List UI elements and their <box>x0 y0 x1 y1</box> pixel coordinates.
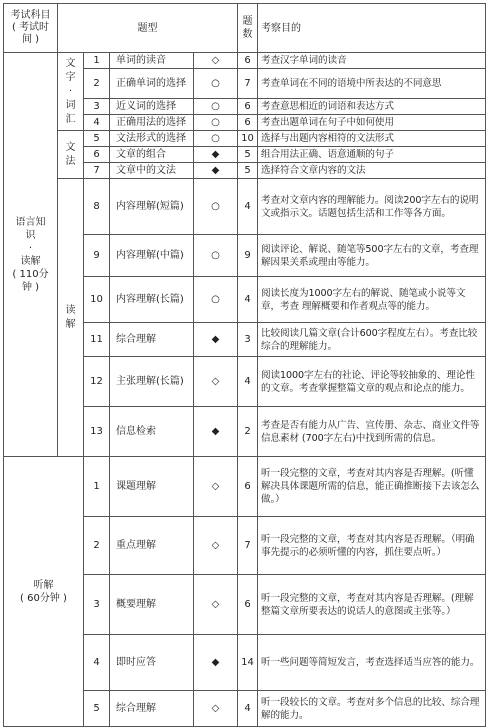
row-count: 2 <box>238 407 258 457</box>
subsection-vocab-text: 文 字 · 词 汇 <box>65 57 76 125</box>
row-type: 综合理解 <box>110 323 194 357</box>
header-count <box>238 4 258 53</box>
row-count: 4 <box>238 691 258 727</box>
row-count: 6 <box>238 457 258 517</box>
row-count: 7 <box>238 517 258 575</box>
subsection-reading-label <box>58 179 84 457</box>
row-purpose: 阅读长度为1000字左右的解说、随笔或小说等文章，考查 理解概要和作者观点等的能力。 <box>258 277 486 323</box>
row-purpose: 听一段完整的文章，考查对其内容是否理解。(理解整篇文章所要表达的说话人的意图或主张等。） <box>258 575 486 635</box>
row-mark-icon: ○ <box>194 131 238 147</box>
row-purpose: 考查出题单词在句子中如何使用 <box>258 115 486 131</box>
row-mark-icon: ○ <box>194 99 238 115</box>
header-row <box>4 4 486 53</box>
row-count: 10 <box>238 131 258 147</box>
row-number: 13 <box>84 407 110 457</box>
row-number: 1 <box>84 53 110 69</box>
header-count-text: 题 数 <box>242 16 253 40</box>
row-count: 9 <box>238 235 258 277</box>
row-type: 文法形式的选择 <box>110 131 194 147</box>
header-subject-text: 考试科目 ( 考试时 间 ) <box>10 10 51 45</box>
row-type: 即时应答 <box>110 635 194 691</box>
row-number: 6 <box>84 147 110 163</box>
row-type: 概要理解 <box>110 575 194 635</box>
row-purpose: 阅读评论、解说、随笔等500字左右的文章，考查理解因果关系或理由等能力。 <box>258 235 486 277</box>
row-mark-icon: ◇ <box>194 517 238 575</box>
row-mark-icon: ◆ <box>194 407 238 457</box>
table-row <box>4 179 486 235</box>
row-mark-icon: ◇ <box>194 575 238 635</box>
row-type: 内容理解(中篇) <box>110 235 194 277</box>
table-row <box>4 53 486 69</box>
row-number: 4 <box>84 635 110 691</box>
row-mark-icon: ◆ <box>194 147 238 163</box>
row-purpose: 听一些问题等简短发言，考查选择适当应答的能力。 <box>258 635 486 691</box>
row-number: 12 <box>84 357 110 407</box>
row-purpose: 考查对文章内容的理解能力。阅读200字左右的说明文或指示文。话题包括生活和工作等各方面。 <box>258 179 486 235</box>
row-count: 14 <box>238 635 258 691</box>
row-mark-icon: ○ <box>194 179 238 235</box>
row-count: 5 <box>238 147 258 163</box>
row-count: 6 <box>238 53 258 69</box>
row-number: 9 <box>84 235 110 277</box>
row-purpose: 听一段完整的文章，考查对其内容是否理解。（明确事先提示的必须听懂的内容，抓住要点听。） <box>258 517 486 575</box>
exam-structure-table <box>3 3 486 727</box>
row-mark-icon: ◇ <box>194 357 238 407</box>
row-purpose: 选择符合文章内容的文法 <box>258 163 486 179</box>
header-purpose: 考察目的 <box>258 4 486 53</box>
row-purpose: 考查单词在不同的语境中所表达的不同意思 <box>258 69 486 99</box>
row-purpose: 比较阅读几篇文章(合计600字程度左右）。考查比较综合的理解能力。 <box>258 323 486 357</box>
table-row <box>4 457 486 517</box>
row-count: 6 <box>238 99 258 115</box>
row-purpose: 听一段完整的文章，考查对其内容是否理解。(听懂解决具体课题所需的信息，能正确推断接下去该怎么做。） <box>258 457 486 517</box>
row-number: 1 <box>84 457 110 517</box>
row-number: 2 <box>84 69 110 99</box>
row-count: 7 <box>238 69 258 99</box>
row-type: 文章中的文法 <box>110 163 194 179</box>
subsection-vocab-label <box>58 53 84 131</box>
row-type: 综合理解 <box>110 691 194 727</box>
row-number: 8 <box>84 179 110 235</box>
section-listening-label <box>4 457 84 727</box>
row-mark-icon: ◆ <box>194 635 238 691</box>
row-count: 3 <box>238 323 258 357</box>
row-number: 11 <box>84 323 110 357</box>
row-number: 3 <box>84 99 110 115</box>
row-count: 4 <box>238 357 258 407</box>
section-reading-text: 语言知 识 · 读解 ( 110分 钟 ) <box>12 216 49 293</box>
row-count: 6 <box>238 575 258 635</box>
subsection-grammar-text: 文 法 <box>65 141 76 167</box>
row-purpose: 组合用法正确、语意通顺的句子 <box>258 147 486 163</box>
row-type: 信息检索 <box>110 407 194 457</box>
row-mark-icon: ○ <box>194 235 238 277</box>
row-type: 主张理解(长篇) <box>110 357 194 407</box>
header-type: 题型 <box>58 4 238 53</box>
row-number: 5 <box>84 691 110 727</box>
header-subject <box>4 4 58 53</box>
row-type: 近义词的选择 <box>110 99 194 115</box>
section-listening-text: 听解 ( 60分钟 ) <box>20 579 67 604</box>
subsection-grammar-label <box>58 131 84 179</box>
table-row <box>4 131 486 147</box>
row-purpose: 考查意思相近的词语和表达方式 <box>258 99 486 115</box>
row-count: 6 <box>238 115 258 131</box>
row-purpose: 考查是否有能力从广告、宣传册、杂志、商业文件等信息素材 (700字左右)中找到所需的信息。 <box>258 407 486 457</box>
row-mark-icon: ◇ <box>194 691 238 727</box>
section-reading-label <box>4 53 58 457</box>
row-type: 文章的组合 <box>110 147 194 163</box>
row-purpose: 听一段较长的文章。考查对多个信息的比较、综合理解的能力。 <box>258 691 486 727</box>
subsection-reading-text: 读 解 <box>65 304 76 330</box>
row-number: 5 <box>84 131 110 147</box>
row-mark-icon: ◆ <box>194 163 238 179</box>
row-mark-icon: ○ <box>194 69 238 99</box>
row-mark-icon: ◇ <box>194 457 238 517</box>
row-number: 10 <box>84 277 110 323</box>
row-type: 内容理解(长篇) <box>110 277 194 323</box>
row-number: 4 <box>84 115 110 131</box>
row-purpose: 选择与出题内容相符的文法形式 <box>258 131 486 147</box>
row-purpose: 阅读1000字左右的社论、评论等较抽象的、理论性的文章。考查掌握整篇文章的观点和论点的能力。 <box>258 357 486 407</box>
row-number: 7 <box>84 163 110 179</box>
row-count: 4 <box>238 277 258 323</box>
row-type: 重点理解 <box>110 517 194 575</box>
row-type: 内容理解(短篇) <box>110 179 194 235</box>
row-mark-icon: ○ <box>194 115 238 131</box>
row-purpose: 考查汉字单词的读音 <box>258 53 486 69</box>
row-number: 2 <box>84 517 110 575</box>
row-number: 3 <box>84 575 110 635</box>
row-count: 5 <box>238 163 258 179</box>
row-mark-icon: ◇ <box>194 53 238 69</box>
row-type: 课题理解 <box>110 457 194 517</box>
row-count: 4 <box>238 179 258 235</box>
row-mark-icon: ◆ <box>194 323 238 357</box>
row-mark-icon: ○ <box>194 277 238 323</box>
row-type: 正确单词的选择 <box>110 69 194 99</box>
row-type: 单词的读音 <box>110 53 194 69</box>
row-type: 正确用法的选择 <box>110 115 194 131</box>
